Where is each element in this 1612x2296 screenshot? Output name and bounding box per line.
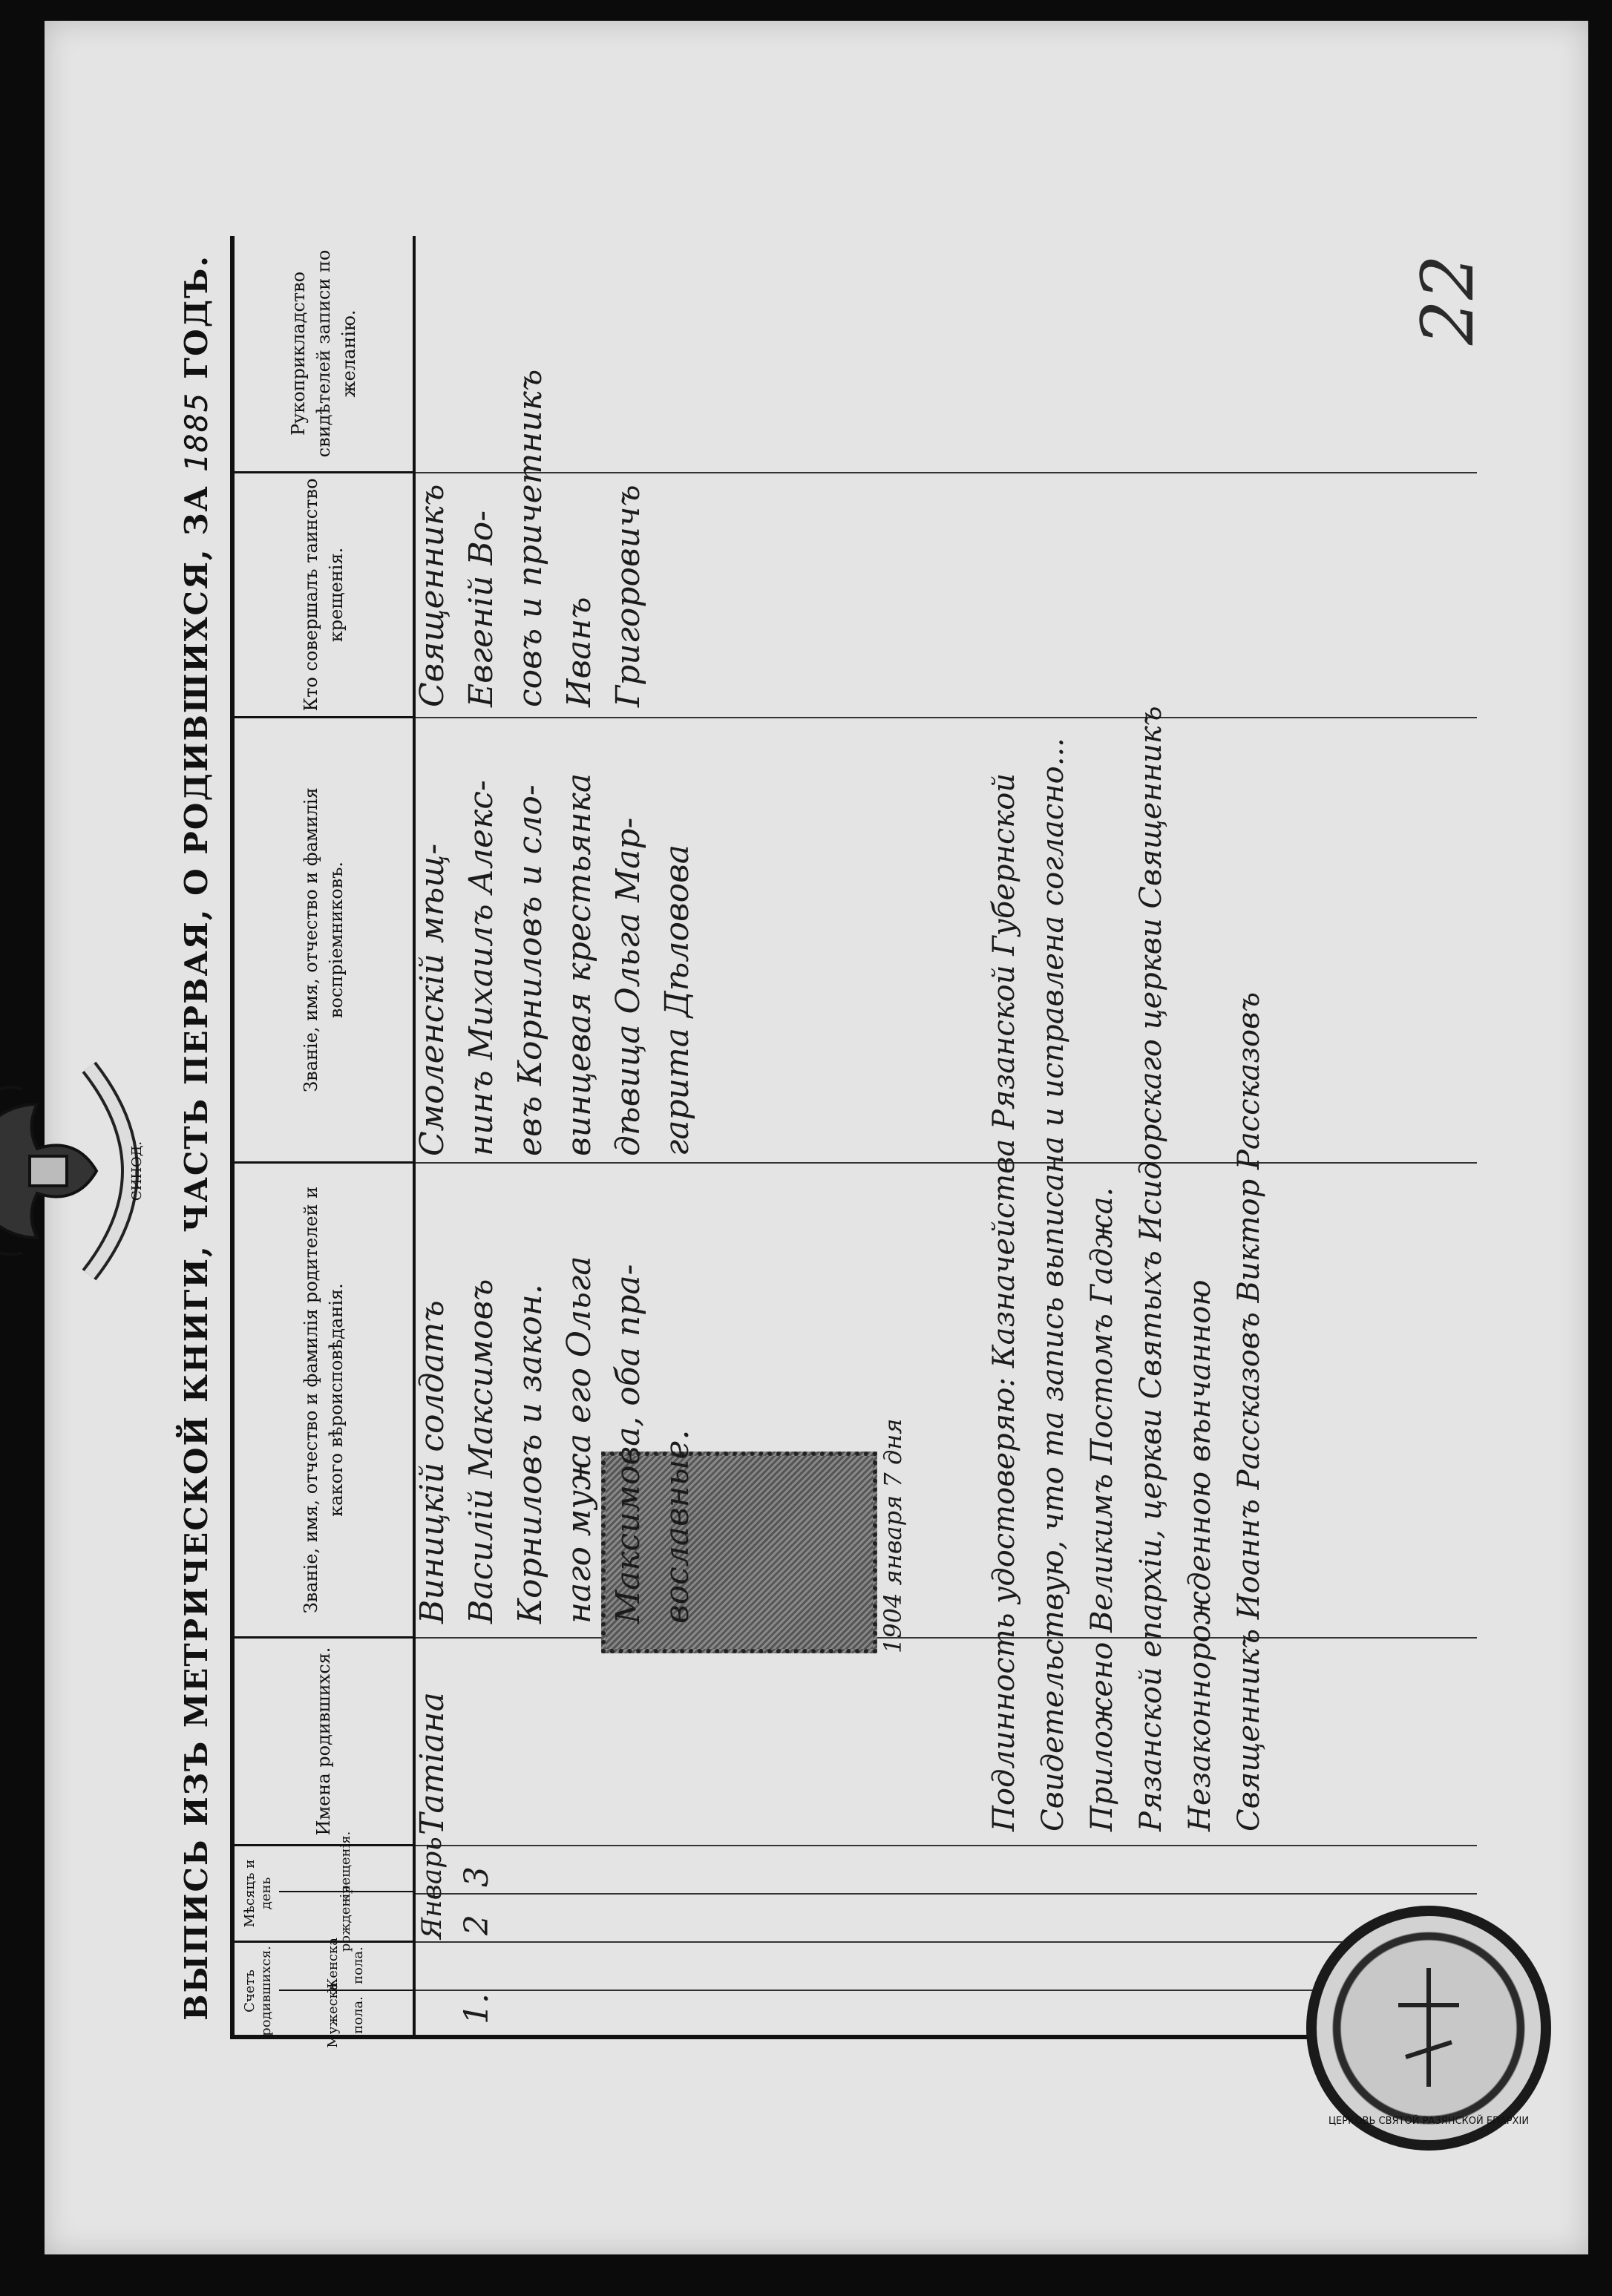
certification-line: Священникъ Иоаннъ Рассказовъ Виктор Рассказовъ [1232,991,1266,1831]
parents-line: вославные. [658,1429,696,1624]
header-parents: Званіе, имя, отчество и фамилія родителей и какого вѣроисповѣданія. [235,1164,413,1639]
certification-text [980,706,1274,1831]
godparents-text [408,773,702,1156]
header-count [235,1938,413,2048]
header-count-label: Счетъ родившихся. [242,1946,274,2036]
parents-text [408,1256,702,1624]
parents-line: наго мужа его Ольга [560,1256,598,1624]
column-line [416,1845,1477,1846]
header-godparents: Званіе, имя, отчество и фамилія воспріемниковъ. [235,718,413,1164]
certification-line: Незаконнорожденною вѣнчанною [1183,1279,1217,1831]
parents-line: Максимова, оба пра- [609,1264,647,1624]
title-year: 1885 [178,391,214,473]
header-count-female: Женска пола. [279,1941,413,1991]
entry-number: 1. [458,1993,496,2024]
register-form [129,236,1477,2048]
certification-line: Приложено Великимъ Постомъ Гаджа. [1085,1187,1119,1831]
column-line [416,1637,1477,1639]
entry-baptized-day: 3 [458,1866,496,1887]
certification-line: Свидетельствую, что та запись выписана и исправлена согласно... [1036,738,1070,1831]
parents-line: Корниловъ и закон. [511,1284,549,1624]
parents-line: Виницкій солдатъ [413,1300,451,1624]
table-body [413,236,1477,2039]
godparents-line: Смоленскій мѣщ- [413,843,451,1156]
sacrament-text [408,370,653,707]
seal-text: ЦЕРКОВЬ СВЯТОЙ РАЗЯНСКОЙ ЕПАРХІИ [1328,2116,1530,2127]
header-month-day-label: Мѣсяцъ и день [242,1859,274,1928]
godparents-line: гарита Дѣловова [658,844,696,1156]
entry-month: Январь [417,1837,448,1939]
certification-line: Рязанской епархіи, церкви Святыхъ Исидорскаго церкви Священникъ [1134,706,1168,1831]
document-sheet [45,21,1588,2254]
godparents-line: евъ Корниловъ и сло- [511,784,549,1156]
synod-emblem [0,1052,186,1290]
godparents-line: винцевая крестьянка [560,773,598,1156]
entry-born-day: 2 [458,1915,496,1935]
page-number: 22 [1406,254,1490,346]
church-seal [1306,1906,1551,2151]
header-sacrament: Кто совершалъ таинство крещенія. [235,473,413,718]
certification-line: Подлинность удостоверяю: Казначейства Рязанской Губернской [987,773,1021,1831]
header-count-male: Мужеска пола. [325,1982,366,2048]
sacrament-line: Евгеній Во- [462,510,500,707]
sacrament-line: Григоровичъ [609,485,647,707]
title-suffix: ГОДЪ. [178,255,214,379]
seal-cross-icon [1317,1916,1541,2140]
sacrament-line: Священникъ [413,484,451,707]
title-main: ВЫПИСЬ ИЗЪ МЕТРИЧЕСКОЙ КНИГИ, ЧАСТЬ ПЕРВАЯ, О РОДИВШИХСЯ, ЗА [178,485,214,2021]
column-line [416,1893,1477,1895]
header-born: рожденія. [338,1880,353,1952]
header-names: Имена родившихся. [235,1639,413,1846]
page-title [178,236,214,2039]
column-line [416,1162,1477,1164]
column-line [416,717,1477,718]
parents-line: Василій Максимовъ [462,1279,500,1624]
godparents-line: нинъ Михаилъ Алекс- [462,780,500,1156]
table-header [235,236,416,2048]
emblem-ribbon: СИНОД. [129,1141,145,1201]
header-baptized: крещенія. [279,1843,413,1892]
stamp-note: 1904 января 7 дня [879,1418,907,1653]
entry-child-name: Татіана [413,1692,451,1835]
header-signatures: Рукоприкладство свидѣтелей записи по желанію. [235,236,413,473]
sacrament-line: Иванъ [560,597,598,707]
sacrament-line: совъ и причетникъ [511,369,549,707]
godparents-line: дѣвица Ольга Мар- [609,817,647,1156]
header-month-day [235,1831,413,1952]
double-headed-eagle-icon [0,1052,186,1290]
